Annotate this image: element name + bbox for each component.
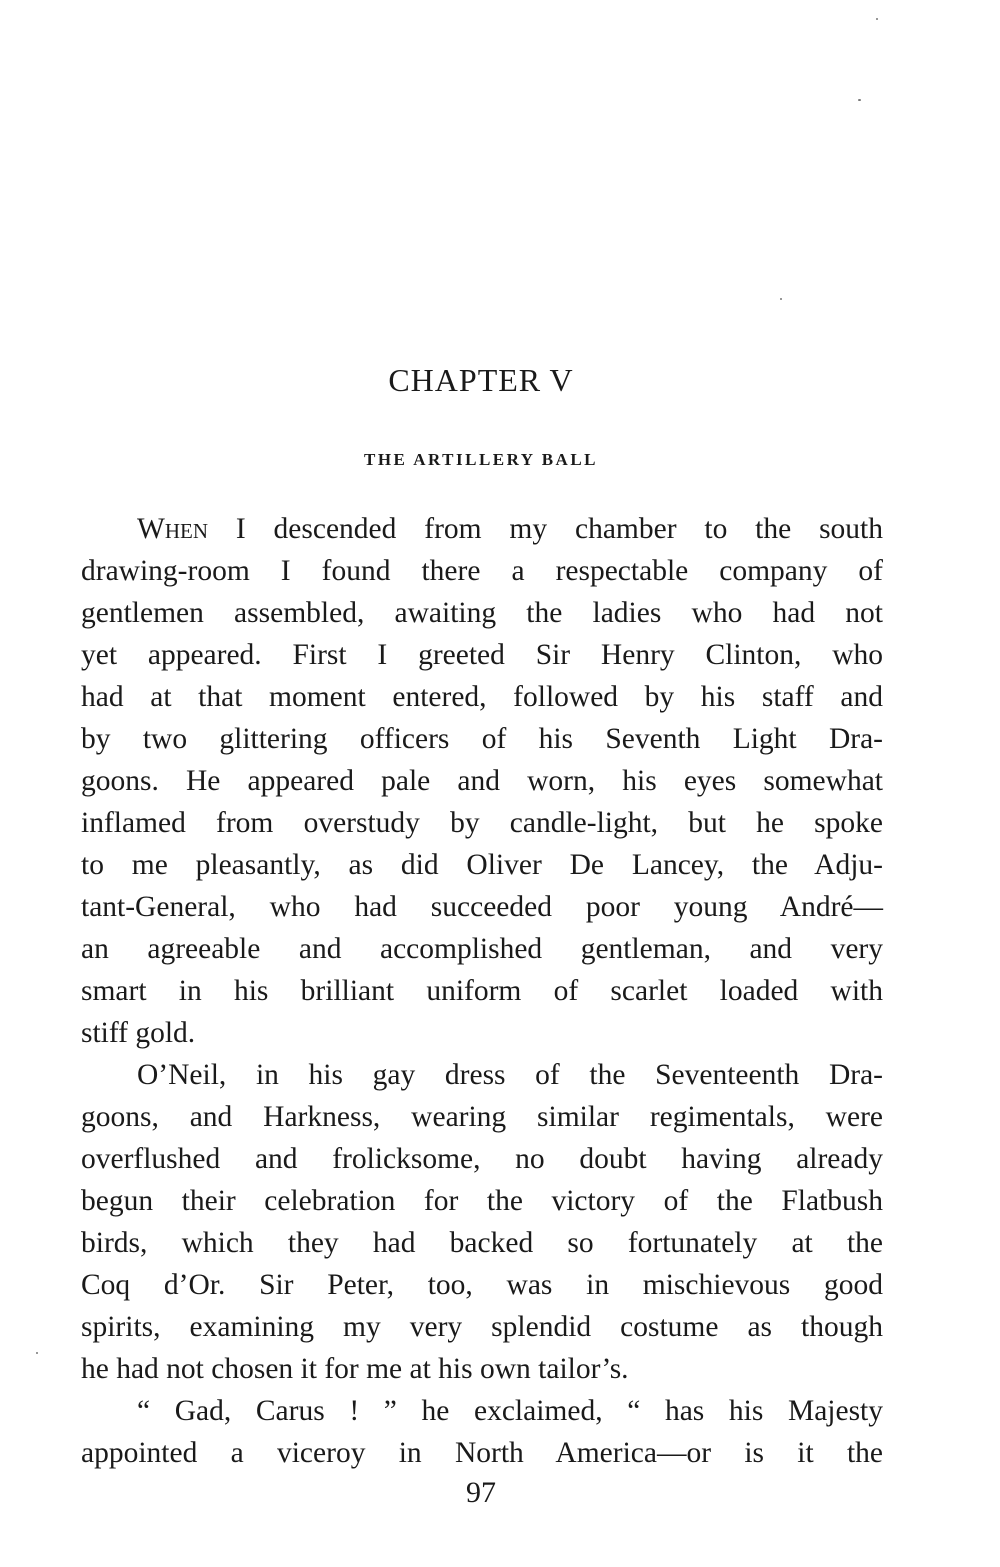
text-line: begun their celebration for the victory of the Flatbush: [81, 1185, 883, 1217]
text-line: gentlemen assembled, awaiting the ladies who had not: [81, 597, 883, 629]
text-line: appointed a viceroy in North America—or is it the: [81, 1437, 883, 1469]
chapter-subtitle: THE ARTILLERY BALL: [363, 450, 598, 469]
text-line: goons, and Harkness, wearing similar regimentals, were: [81, 1101, 883, 1133]
body-text: [81, 508, 883, 1474]
text-line: yet appeared. First I greeted Sir Henry Clinton, who: [81, 639, 883, 671]
text-line: to me pleasantly, as did Oliver De Lancey, the Adju-: [81, 849, 883, 881]
text-line: had at that moment entered, followed by his staff and: [81, 681, 883, 713]
text-line: by two glittering officers of his Seventh Light Dra-: [81, 723, 883, 755]
text-line: an agreeable and accomplished gentleman, and very: [81, 933, 883, 965]
text-line: overflushed and frolicksome, no doubt having already: [81, 1143, 883, 1175]
lead-word: When: [137, 513, 209, 545]
chapter-heading: CHAPTER V: [388, 362, 574, 398]
text-line: smart in his brilliant uniform of scarlet loaded with: [81, 975, 883, 1007]
scan-speck: [858, 99, 861, 101]
text-line: O’Neil, in his gay dress of the Seventeenth Dra-: [137, 1059, 883, 1091]
page-number: 97: [466, 1476, 496, 1509]
scan-speck: [876, 18, 878, 20]
text-line: goons. He appeared pale and worn, his eyes somewhat: [81, 765, 883, 797]
text-line: tant-General, who had succeeded poor young André—: [81, 891, 883, 923]
text-line: When I descended from my chamber to the south: [137, 513, 883, 545]
text-line: he had not chosen it for me at his own tailor’s.: [81, 1353, 629, 1385]
text-line: stiff gold.: [81, 1017, 196, 1049]
scan-speck: [780, 298, 782, 300]
scan-speck: [36, 1352, 38, 1354]
text-line: Coq d’Or. Sir Peter, too, was in mischievous good: [81, 1269, 883, 1301]
text-line: drawing-room I found there a respectable company of: [81, 555, 883, 587]
text-line: “ Gad, Carus ! ” he exclaimed, “ has his Majesty: [137, 1395, 883, 1427]
text-line: spirits, examining my very splendid costume as though: [81, 1311, 883, 1343]
text-line: birds, which they had backed so fortunately at the: [81, 1227, 883, 1259]
text-line: inflamed from overstudy by candle-light, but he spoke: [81, 807, 883, 839]
